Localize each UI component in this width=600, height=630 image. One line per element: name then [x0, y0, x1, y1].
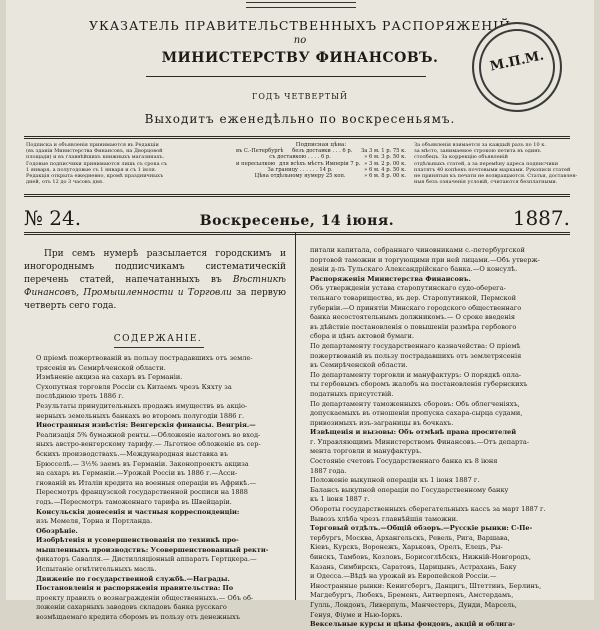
contents-entry: годъ.—Пересмотръ таможеннаго тарифа въ Швейцаріи. — [36, 497, 232, 506]
right-column-entry: По департаменту таможенныхъ сборовъ: Объ облегченіяхъ, — [310, 399, 520, 408]
right-column-entry: допускаемыхъ въ отношеніи пропуска сахара-сырца судами, — [310, 409, 523, 418]
contents-entry: гнованій въ Италіи кредита на военныя операціи въ Африкѣ.— — [36, 478, 257, 487]
issue-bottom-rule — [24, 232, 570, 235]
right-column-entry: Распоряженія Министерства Финансовъ. — [310, 274, 471, 283]
contents-entry: возмѣщаемаго кредита сборомъ въ пользу отъ денежныхъ — [36, 613, 241, 622]
contents-entry: изъ Мемеля, Торна и Портланда. — [36, 517, 153, 526]
price-row-partial: » 6 м. 4 р. 50 к. — [364, 166, 406, 173]
subscription-left-line: дней, отъ 12 до 3 часовъ дня. — [26, 179, 104, 186]
right-column-entry: Положеніе выкупной операціи къ 1 іюня 1887 г. — [310, 476, 480, 485]
issue-date: Воскресенье, 14 іюня. — [199, 213, 395, 229]
right-column-entry: Кіевъ, Курскъ, Воронежъ, Харьковъ, Орелъ, Елецъ, Ры- — [310, 543, 503, 552]
price-row-partial: » 3 м. 2 р. 00 к. — [364, 160, 406, 167]
right-column-entry: ты гербовымъ сборомъ жалобъ на постановленія губернскихъ — [310, 380, 528, 389]
contents-entry: Движеніе по государственной службѣ.—Награды. — [36, 574, 230, 583]
contents-entry: Испытаніе огнѣтительныхъ масль. — [36, 565, 157, 574]
price-row-annual: для всѣхъ мѣстъ Имперіи 7 р. — [279, 160, 361, 167]
right-column-entry: пожертвованій въ пользу пострадавшихъ отъ землетрясенія — [310, 351, 522, 360]
contents-entry: Результаты принудительныхъ продажъ имуществъ въ акціо- — [36, 401, 248, 410]
subscription-left-line: (въ зданіи Министерства Финансовъ, на Дворцовой — [26, 148, 163, 155]
publication-frequency: Выходитъ еженедѣльно по воскресеньямъ. — [144, 112, 456, 126]
subscription-right-line: столбецъ. За коррекцію объявленій — [414, 154, 508, 161]
subscription-left-line: Редакція открыта ежедневно, кромѣ праздничныхъ — [26, 173, 164, 180]
right-column-entry: Вексельные курсы и цѣны фондовъ, акцій и облига- — [310, 620, 516, 629]
right-column-entry: Казань, Симбирскъ, Саратовъ, Царицынъ, Астрахань, Баку — [310, 562, 517, 571]
right-column-entry: Магдебургъ, Любекъ, Бременъ, Антверпенъ, Амстердамъ, — [310, 591, 514, 600]
contents-entry: бскихъ производствахъ.—Международная выставка въ — [36, 449, 228, 458]
price-row-label: въ С.-Петербургѣ — [236, 148, 284, 155]
right-column-entry: тербургъ, Москва, Архангельскъ, Ревель, Рига, Варшава, — [310, 533, 510, 542]
stamp-initials: М.П.М. — [488, 48, 546, 75]
right-column-entry: въ Семирѣченской области. — [310, 361, 408, 370]
subscription-bottom-rule — [24, 194, 570, 197]
contents-entry: ложеніи сахарныхъ заводовъ складовъ банка русскаго — [36, 603, 227, 612]
contents-entry: Обозрѣніе. — [36, 526, 78, 535]
contents-entry: трясенія въ Семирѣченской области. — [36, 363, 166, 372]
price-row-annual: Цѣна отдѣльному нумеру 25 коп. — [254, 173, 346, 180]
masthead-title: УКАЗАТЕЛЬ ПРАВИТЕЛЬСТВЕННЫХЪ РАСПОРЯЖЕНІЙ — [88, 18, 512, 33]
right-column-entry: портовой таможни и торгующими при ней лицами.—Объ утверж- — [310, 255, 540, 264]
right-column-entry: Вывозъ хлѣба чрезъ главнѣйшія таможни. — [310, 514, 459, 523]
contents-entry: Реализація 5% бумажной ренты.—Обложеніе налогомъ во вход- — [36, 430, 261, 439]
contents-entry: Брюсселѣ.— 3½% заемъ въ Германіи. Законопроектъ акциза — [36, 459, 249, 468]
issue-line — [24, 206, 570, 232]
issue-number: № 24. — [24, 206, 82, 230]
contents-entry: мышленныхъ производствъ: Усовершенствованный ректи- — [36, 545, 269, 554]
contents-entry: проекту правилъ о вознагражденіи общественныхъ.— Объ об- — [36, 593, 254, 602]
contents-entry: Консульскія донесенія и частныя корреспонденціи: — [36, 507, 240, 516]
price-row-partial: За 3 м. 1 р. 75 к. — [361, 148, 406, 155]
right-column-entry: 1887 года. — [310, 466, 347, 475]
contents-entry: Иностранныя извѣстія: Венгерскія финансы. Венгрія.— — [36, 421, 256, 430]
right-column-entry: Извѣщенія и вызовы: Объ отмѣнѣ права просителей — [310, 428, 517, 437]
notice-journal-title: Вѣстникѣ Финансовъ, Промышленности и Торговли — [24, 275, 286, 298]
contents-entry: на сахаръ въ Германіи.—Урожай Россіи въ 1886 г.—Асси- — [36, 469, 238, 478]
contents-entry: ныхъ австро-венгерскому тарифу.— Льготное обложеніе въ сер- — [36, 440, 261, 449]
library-stamp — [472, 22, 562, 112]
right-column-entry: въ дѣйствіе постановленія о повышеніи размѣра гербового — [310, 322, 517, 331]
subscription-right-line: не принятыя къ печати не возвращаются. Статьи, доставлен- — [414, 173, 578, 180]
price-table-title: Подписная цѣна: — [295, 142, 347, 148]
masthead-ministry: МИНИСТЕРСТВУ ФИНАНСОВЪ. — [161, 50, 439, 66]
right-column-entry: податныхъ присутствій. — [310, 389, 394, 398]
contents-entry: Измѣненіе акциза на сахаръ въ Германіи. — [36, 373, 183, 382]
notice-text-end: за первую четверть сего года. — [24, 288, 287, 311]
right-column-entry: мента торговли и мануфактуръ. — [310, 447, 422, 456]
subscription-right-line: за мѣсто, занимаемое строкою петита въ одинъ — [414, 148, 541, 155]
subscription-right-line: ныя безъ означенія условій, считаются безплатными. — [414, 179, 558, 186]
right-column-entry: Торговый отдѣлъ.—Общій обзоръ.—Русскіе рынки: С-Пе- — [310, 524, 533, 533]
right-column-entry: тельнаго товарищества, въ дер. Старопутинкой, Пермской — [310, 293, 517, 302]
right-column-entry: сбора и цѣнъ актовой бумаги. — [310, 332, 414, 341]
right-column-entry: Объ утвержденіи устава старопутинскаго судо-оберега- — [310, 284, 506, 293]
masthead-by: по — [293, 35, 307, 46]
right-column-entry: Состояніе счетовъ Государственнаго банка къ 8 іюня — [310, 457, 498, 466]
price-row — [236, 173, 406, 179]
subscription-right-line: За объявленія взимается за каждый разъ по 10 к. — [414, 142, 546, 148]
right-column-list — [298, 246, 570, 630]
right-column-entry: банка несостоятельнымъ должникомъ.— О сроке введенія — [310, 313, 515, 322]
year-label: ГОДЪ ЧЕТВЕРТЫЙ — [252, 92, 348, 101]
top-ornament — [246, 2, 356, 8]
contents-rule — [114, 347, 204, 348]
notice-text: При семъ нумерѣ разсылается городскимъ и иногороднымъ подписчикамъ систематическій перечень статей, напечатанныхъ въ — [24, 249, 286, 285]
subscription-left-line: 1 января, а полугодовые съ 1 января и съ 1 іюля. — [26, 166, 157, 173]
right-column — [298, 244, 572, 629]
contents-entry: послѣднюю треть 1886 г. — [36, 392, 124, 401]
right-column-entry: Обороты государственныхъ сберегательныхъ кассъ за март 1887 г. — [310, 505, 546, 514]
contents-entry: Пересмотръ французской государственной росписи на 1888 — [36, 488, 248, 497]
right-column-entry: По департаменту государственнаго казначейства: О пріемѣ — [310, 341, 521, 350]
masthead-rule — [146, 76, 426, 77]
price-row-annual: съ доставкою . . . . 6 р. — [269, 154, 331, 161]
newspaper-page — [6, 0, 594, 629]
subscription-left-line: Годовые подписчики принимаются лишь съ срока съ — [26, 160, 168, 167]
right-column-entry: привозимыхъ изъ-заграницы въ бочкахъ. — [310, 418, 454, 427]
supplement-notice — [24, 248, 286, 313]
issue-year: 1887. — [512, 206, 570, 230]
contents-title: СОДЕРЖАНІЕ. — [113, 334, 203, 344]
right-column-entry: По департаменту торговли и мануфактуръ: О порядкѣ опла- — [310, 370, 522, 379]
subscription-right-line: отдѣльныхъ статей, а за перемѣну адреса подписчики — [414, 160, 559, 167]
subscription-right-line: платятъ 40 копѣекъ почтовыми марками. Рукописи статей — [414, 166, 571, 173]
right-column-entry: г. Управляющимъ Министерствомъ Финансовъ.—Отъ департа- — [310, 437, 530, 446]
subscription-info-right — [414, 142, 578, 188]
right-column-entry: питали капитала, собраннаго чиновниками с.-петербургской — [310, 246, 525, 254]
subscription-price-table — [236, 142, 406, 179]
subscription-info-left — [26, 142, 226, 188]
subscription-left-line: Подписка и объявленія принимаются въ Редакціи — [26, 142, 159, 148]
right-column-entry: Генуя, Фіуме и Нью-Іоркъ. — [310, 610, 403, 619]
right-column-entry: Балансъ выкупной операціи по Государственному банку — [310, 485, 509, 494]
right-column-entry: деніи д-лъ Тульскаго Александрійскаго банка.—О консулѣ. — [310, 265, 518, 274]
price-row-partial: » 6 м. 8 р. 00 к. — [364, 173, 406, 180]
right-column-entry: Гулль, Лондонъ, Ливерпуль, Манчестеръ, Дунди, Марсель, — [310, 600, 517, 609]
contents-entry: фикаторъ Савалля.— Дистилляціонный аппаратъ Гертцкера.— — [36, 555, 257, 564]
right-column-entry: губерніи.—О принятіи Минскаго городского общественнаго — [310, 303, 522, 312]
subscription-left-line: площади) и въ главнѣйшихъ книжныхъ магазинахъ. — [26, 154, 165, 161]
contents-entry: нерныхъ земельныхъ банкахъ во второмъ полугодіи 1886 г. — [36, 411, 245, 420]
price-row-annual: безъ доставки . . . 6 р. — [292, 148, 353, 155]
contents-entry: Сухопутная торговля Россіи съ Китаемъ чрезъ Кяхту за — [36, 382, 232, 391]
left-column — [24, 244, 298, 622]
contents-entry: Изобрѣтенія и усовершенствованія по техникѣ про- — [36, 536, 239, 545]
right-column-entry: къ 1 іюня 1887 г. — [310, 495, 370, 504]
price-row-label: и пересылкою — [236, 160, 276, 167]
contents-entry: Постановленія и распоряженія правительства: По — [36, 584, 234, 593]
right-column-entry: бинскъ, Тамбовъ, Козловъ, Борисоглѣбскъ, Нижній-Новгородъ, — [310, 553, 532, 561]
price-row-partial: » 6 м. 3 р. 50 к. — [364, 154, 406, 161]
subscription-top-rule — [24, 136, 570, 139]
price-row-annual: За границу . . . . . . 14 р. — [267, 166, 333, 173]
contents-list — [24, 354, 294, 623]
contents-entry: О пріемѣ пожертвованій въ пользу пострадавшихъ отъ земле- — [36, 354, 253, 362]
right-column-entry: Иностранные рынки: Кенигсбергъ, Данцигъ, Штеттинъ, Берлинъ, — [310, 581, 542, 590]
right-column-entry: и Одесса.—Вѣдѣ на урожай въ Европейской Россіи.— — [310, 572, 497, 581]
